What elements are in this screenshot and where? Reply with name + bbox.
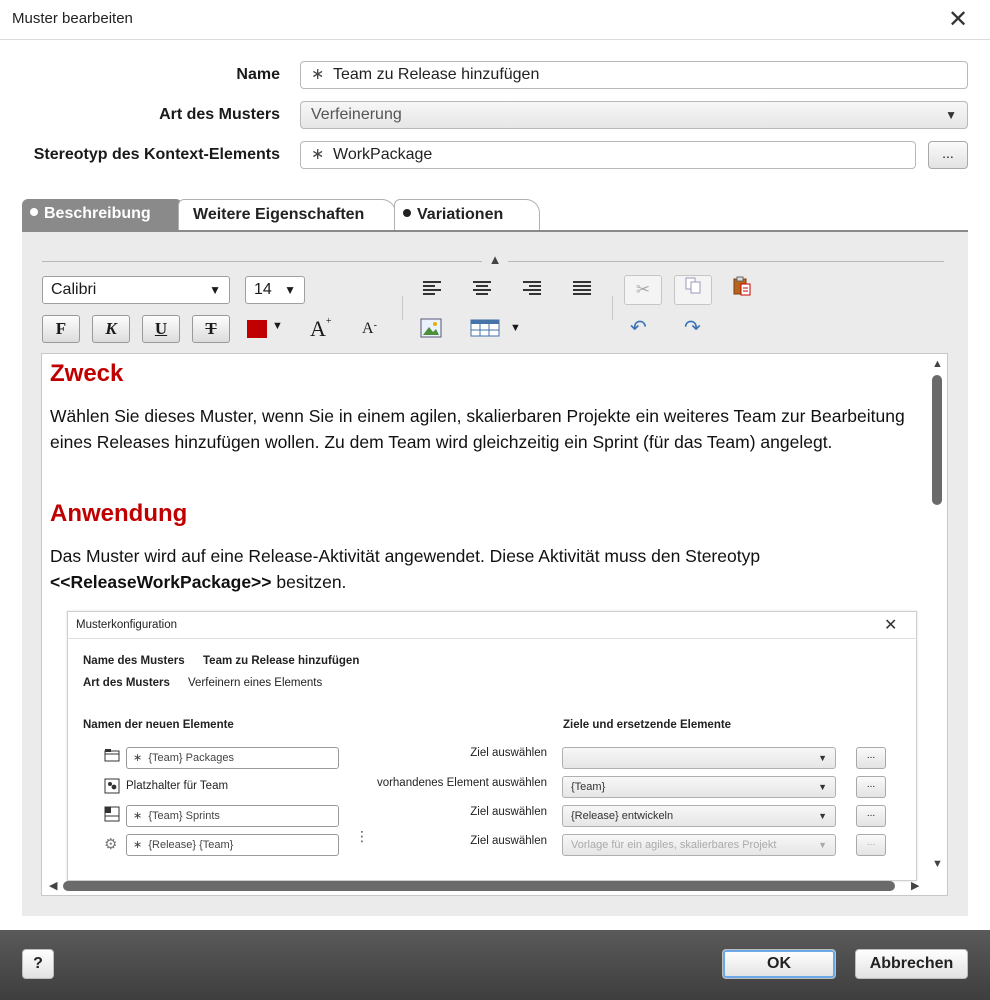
art-select[interactable] (300, 101, 968, 129)
align-center-icon[interactable] (467, 276, 497, 304)
embedded-art-value: Verfeinern eines Elements (188, 677, 323, 689)
stereotyp-label: Stereotyp des Kontext-Elements (33, 146, 280, 163)
row-action: Ziel auswählen (470, 747, 547, 759)
row-target: {Team} (571, 781, 606, 793)
cancel-button[interactable]: Abbrechen (855, 949, 968, 979)
embedded-target-select (562, 805, 836, 827)
dropdown-arrow-icon: ▼ (818, 840, 827, 850)
row-name: Platzhalter für Team (126, 780, 229, 792)
heading-anwendung: Anwendung (50, 500, 188, 527)
required-star: ∗ (133, 810, 143, 822)
embedded-target-select (562, 747, 836, 769)
package-icon (104, 748, 120, 765)
embedded-col-left: Namen der neuen Elemente (83, 719, 234, 731)
embedded-close-icon: ✕ (884, 617, 898, 634)
text-color-dropdown-icon[interactable]: ▼ (272, 320, 283, 332)
gear-icon: ⚙ (104, 836, 118, 853)
art-label: Art des Musters (159, 106, 280, 123)
scroll-up-icon[interactable]: ▲ (932, 358, 943, 370)
text-color-swatch[interactable] (247, 320, 267, 338)
insert-image-icon[interactable] (420, 318, 442, 343)
art-value: Verfeinerung (311, 106, 402, 123)
name-value: Team zu Release hinzufügen (333, 66, 540, 83)
horizontal-scroll-thumb[interactable] (63, 881, 895, 891)
embedded-browse-button: ... (856, 805, 886, 827)
copy-icon[interactable] (674, 275, 712, 305)
tab-weitere-eigenschaften[interactable] (178, 199, 396, 231)
align-justify-icon[interactable] (567, 276, 597, 304)
tab-label: Beschreibung (44, 205, 151, 222)
row-target: Vorlage für ein agiles, skalierbares Projekt (571, 839, 777, 851)
embedded-target-select-disabled (562, 834, 836, 856)
italic-button[interactable]: K (92, 315, 130, 343)
window-title: Muster bearbeiten (12, 10, 133, 27)
row-action: Ziel auswählen (470, 806, 547, 818)
stereotyp-value: WorkPackage (333, 146, 433, 163)
heading-zweck: Zweck (50, 360, 124, 387)
embedded-target-select (562, 776, 836, 798)
dropdown-arrow-icon: ▼ (818, 782, 827, 792)
row-target: {Release} entwickeln (571, 810, 674, 822)
bold-button[interactable]: F (42, 315, 80, 343)
sprint-icon (104, 806, 120, 827)
embedded-name-label: Name des Musters (83, 655, 185, 667)
underline-button[interactable]: U (142, 315, 180, 343)
stereotyp-field[interactable] (300, 141, 916, 169)
insert-table-icon[interactable] (470, 318, 500, 343)
redo-icon[interactable]: ↷ (684, 317, 701, 339)
scroll-right-icon[interactable]: ▶ (911, 880, 920, 892)
table-dropdown-icon[interactable]: ▼ (510, 322, 521, 334)
dropdown-arrow-icon: ▼ (818, 811, 827, 821)
embedded-name-field (126, 747, 339, 769)
embedded-browse-button: ... (856, 776, 886, 798)
tab-dot-icon (30, 208, 38, 216)
cut-icon[interactable]: ✂ (624, 275, 662, 305)
size-value: 14 (254, 281, 272, 298)
vertical-scroll-thumb[interactable] (932, 375, 942, 505)
required-star: ∗ (133, 752, 143, 764)
tab-label: Variationen (417, 206, 504, 223)
font-shrink-icon[interactable]: A- (362, 320, 377, 337)
row-action: vorhandenes Element auswählen (376, 777, 547, 789)
embedded-browse-button: ... (856, 834, 886, 856)
vertical-scrollbar[interactable] (929, 355, 945, 875)
row-name: {Release} {Team} (148, 839, 234, 851)
strikethrough-button[interactable]: T (192, 315, 230, 343)
more-icon: ⋮ (355, 828, 369, 844)
embedded-art-label: Art des Musters (83, 677, 170, 689)
scroll-left-icon[interactable]: ◀ (49, 880, 58, 892)
align-left-icon[interactable] (417, 276, 447, 304)
close-icon[interactable]: ✕ (947, 6, 969, 33)
horizontal-scrollbar[interactable] (43, 878, 927, 894)
tab-variationen[interactable] (394, 199, 540, 231)
font-grow-icon[interactable]: A+ (310, 316, 332, 341)
stereotype-name: <<ReleaseWorkPackage>> (50, 572, 272, 592)
paste-icon[interactable] (726, 275, 758, 305)
embedded-col-right: Ziele und ersetzende Elemente (563, 719, 732, 731)
undo-icon[interactable]: ↶ (630, 317, 647, 339)
placeholder-icon (104, 778, 120, 799)
required-star: ∗ (311, 146, 325, 163)
divider (67, 638, 917, 639)
paragraph-text: Das Muster wird auf eine Release-Aktivität angewendet. Diese Aktivität muss den Stereotyp (50, 546, 761, 566)
browse-button[interactable]: ... (928, 141, 968, 169)
embedded-browse-button: ... (856, 747, 886, 769)
tab-label: Weitere Eigenschaften (193, 206, 365, 223)
size-select[interactable] (245, 276, 305, 304)
row-action: Ziel auswählen (470, 835, 547, 847)
paragraph-anwendung (50, 543, 928, 595)
name-field[interactable] (300, 61, 968, 89)
name-label: Name (236, 66, 280, 83)
paragraph-text: besitzen. (271, 572, 347, 592)
toolbar-separator (402, 296, 403, 320)
required-star: ∗ (311, 66, 325, 83)
tab-beschreibung[interactable] (22, 199, 182, 231)
font-value: Calibri (51, 281, 97, 298)
embedded-name-field (126, 805, 339, 827)
collapse-toolbar-icon[interactable]: ▲ (488, 252, 502, 267)
required-star: ∗ (133, 839, 143, 851)
row-name: {Team} Sprints (148, 810, 220, 822)
dropdown-arrow-icon: ▼ (284, 283, 296, 297)
divider (508, 261, 944, 262)
dropdown-arrow-icon: ▼ (209, 283, 221, 297)
tab-dot-icon (403, 209, 411, 217)
font-select[interactable] (42, 276, 230, 304)
align-right-icon[interactable] (517, 276, 547, 304)
title-bar (0, 0, 990, 40)
embedded-name-field (126, 834, 339, 856)
help-button[interactable]: ? (22, 949, 54, 979)
toolbar-separator (612, 296, 613, 320)
scroll-down-icon[interactable]: ▼ (932, 858, 943, 870)
dropdown-arrow-icon: ▼ (945, 108, 957, 122)
row-name: {Team} Packages (148, 752, 234, 764)
ok-button[interactable]: OK (722, 949, 836, 979)
embedded-title: Musterkonfiguration (76, 619, 177, 631)
divider (42, 261, 482, 262)
paragraph-zweck: Wählen Sie dieses Muster, wenn Sie in einem agilen, skalierbaren Projekte ein weiteres Team zur Bearbeitung eines Releases hinzufügen wollen. Zu dem Team wird gleichzeitig ein Sprint (für das Team) angelegt. (50, 406, 905, 452)
embedded-name-value: Team zu Release hinzufügen (203, 655, 360, 667)
dialog-footer (0, 930, 990, 1000)
dropdown-arrow-icon: ▼ (818, 753, 827, 763)
